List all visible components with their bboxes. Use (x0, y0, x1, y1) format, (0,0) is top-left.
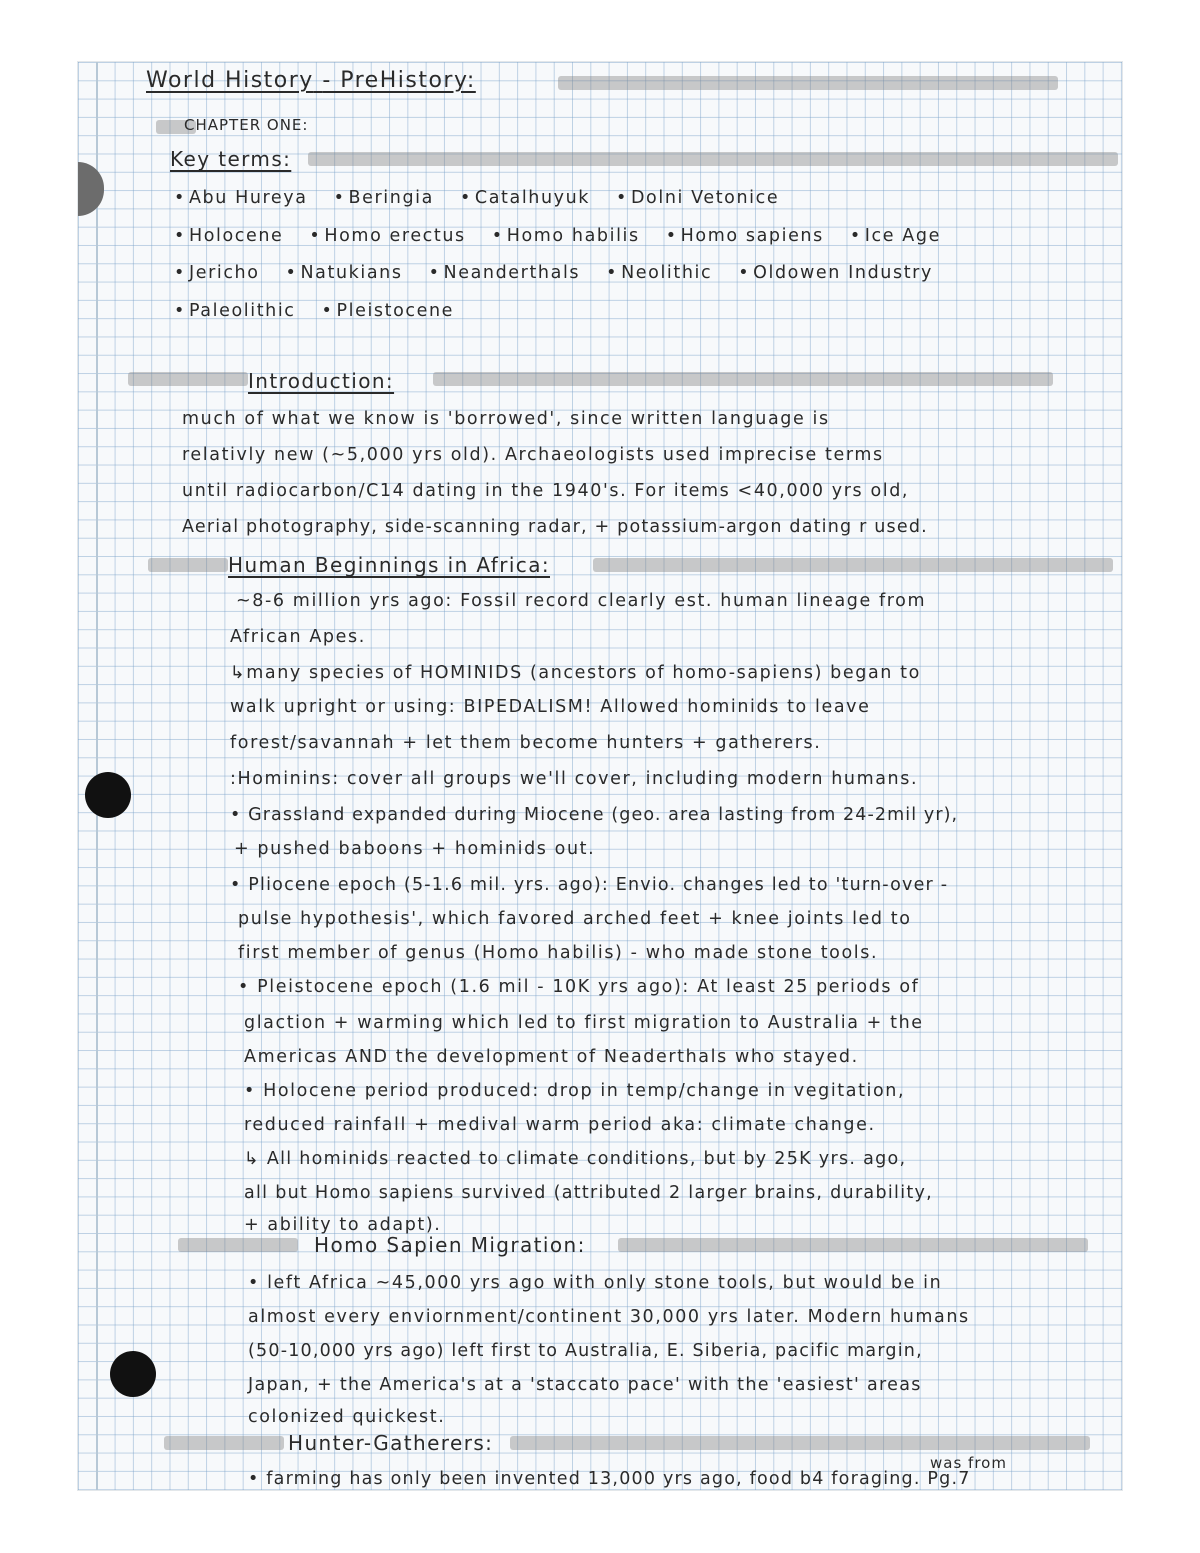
key-terms-row (174, 187, 805, 209)
africa-line: glaction + warming which led to first migration to Australia + the (244, 1013, 924, 1033)
migration-line: colonized quickest. (248, 1407, 446, 1427)
key-terms-heading: Key terms: (170, 147, 292, 171)
page-title (146, 70, 476, 92)
intro-line: much of what we know is 'borrowed', since written language is (182, 409, 830, 429)
key-term: • Pleistocene (322, 300, 455, 322)
migration-line: • left Africa ~45,000 yrs ago with only stone tools, but would be in (248, 1273, 943, 1293)
africa-line: African Apes. (230, 627, 366, 647)
notebook-page (78, 62, 1122, 1490)
marker-highlight (128, 372, 248, 386)
africa-line: • Holocene period produced: drop in temp/change in vegitation, (244, 1081, 906, 1101)
africa-line: reduced rainfall + medival warm period aka: climate change. (244, 1115, 876, 1135)
key-terms-row (174, 300, 480, 322)
migration-line: (50-10,000 yrs ago) left first to Australia, E. Siberia, pacific margin, (248, 1341, 923, 1361)
key-term: • Ice Age (850, 225, 941, 247)
key-term: • Homo habilis (492, 225, 640, 247)
title-text: World History (146, 68, 314, 93)
marker-highlight (178, 1238, 298, 1252)
binder-hole (85, 772, 131, 818)
intro-line: until radiocarbon/C14 dating in the 1940's. For items <40,000 yrs old, (182, 481, 910, 501)
binder-hole (110, 1351, 156, 1397)
key-term: • Jericho (174, 262, 260, 284)
intro-line: Aerial photography, side-scanning radar, + potassium-argon dating r used. (182, 517, 928, 537)
marker-highlight (593, 558, 1113, 572)
africa-heading: Human Beginnings in Africa: (228, 553, 550, 577)
key-term: • Beringia (334, 187, 434, 209)
marker-highlight (433, 372, 1053, 386)
intro-line: relativly new (~5,000 yrs old). Archaeologists used imprecise terms (182, 445, 884, 465)
introduction-heading: Introduction: (248, 369, 395, 393)
migration-heading: Homo Sapien Migration: (314, 1233, 586, 1257)
key-term: • Neanderthals (429, 262, 581, 284)
marker-highlight (164, 1436, 284, 1450)
marker-highlight (148, 558, 228, 572)
margin-note: was from (930, 1454, 1007, 1472)
africa-line: all but Homo sapiens survived (attributed 2 larger brains, durability, (244, 1183, 934, 1203)
key-terms-row (174, 225, 967, 247)
key-term: • Homo sapiens (666, 225, 824, 247)
africa-line: + ability to adapt). (244, 1215, 442, 1235)
marker-highlight (558, 76, 1058, 90)
africa-line: ↳ All hominids reacted to climate conditions, but by 25K yrs. ago, (244, 1149, 907, 1169)
key-term: • Homo erectus (309, 225, 465, 247)
key-terms-row (174, 262, 959, 284)
migration-line: almost every enviornment/continent 30,000 yrs later. Modern humans (248, 1307, 970, 1327)
africa-line: ~8-6 million yrs ago: Fossil record clearly est. human lineage from (236, 591, 927, 611)
africa-line: • Pleistocene epoch (1.6 mil - 10K yrs ago): At least 25 periods of (238, 977, 920, 997)
key-term: • Paleolithic (174, 300, 296, 322)
africa-line: ↳many species of HOMINIDS (ancestors of homo-sapiens) began to (230, 663, 921, 683)
key-term: • Holocene (174, 225, 283, 247)
africa-line: + pushed baboons + hominids out. (234, 839, 596, 859)
africa-line: forest/savannah + let them become hunters + gatherers. (230, 733, 822, 753)
migration-line: Japan, + the America's at a 'staccato pace' with the 'easiest' areas (248, 1375, 922, 1395)
key-term: • Catalhuyuk (460, 187, 590, 209)
marker-highlight (308, 152, 1118, 166)
africa-line: • Pliocene epoch (5-1.6 mil. yrs. ago): Envio. changes led to 'turn-over - (230, 875, 949, 895)
africa-line: walk upright or using: BIPEDALISM! Allowed hominids to leave (230, 697, 871, 717)
hunters-line: • farming has only been invented 13,000 yrs ago, food b4 foraging. Pg.7 (248, 1469, 971, 1489)
africa-line: Americas AND the development of Neaderthals who stayed. (244, 1047, 859, 1067)
subtitle-text: - PreHistory: (322, 68, 476, 93)
key-term: • Dolni Vetonice (616, 187, 779, 209)
africa-line: :Hominins: cover all groups we'll cover, including modern humans. (230, 769, 919, 789)
marker-highlight (510, 1436, 1090, 1450)
key-term: • Natukians (286, 262, 403, 284)
africa-line: first member of genus (Homo habilis) - who made stone tools. (238, 943, 879, 963)
key-term: • Neolithic (606, 262, 712, 284)
key-term: • Oldowen Industry (738, 262, 933, 284)
africa-line: pulse hypothesis', which favored arched feet + knee joints led to (238, 909, 912, 929)
hunters-heading: Hunter-Gatherers: (288, 1431, 494, 1455)
key-term: • Abu Hureya (174, 187, 308, 209)
chapter-label: CHAPTER ONE: (184, 116, 309, 134)
marker-highlight (618, 1238, 1088, 1252)
africa-line: • Grassland expanded during Miocene (geo. area lasting from 24-2mil yr), (230, 805, 959, 825)
